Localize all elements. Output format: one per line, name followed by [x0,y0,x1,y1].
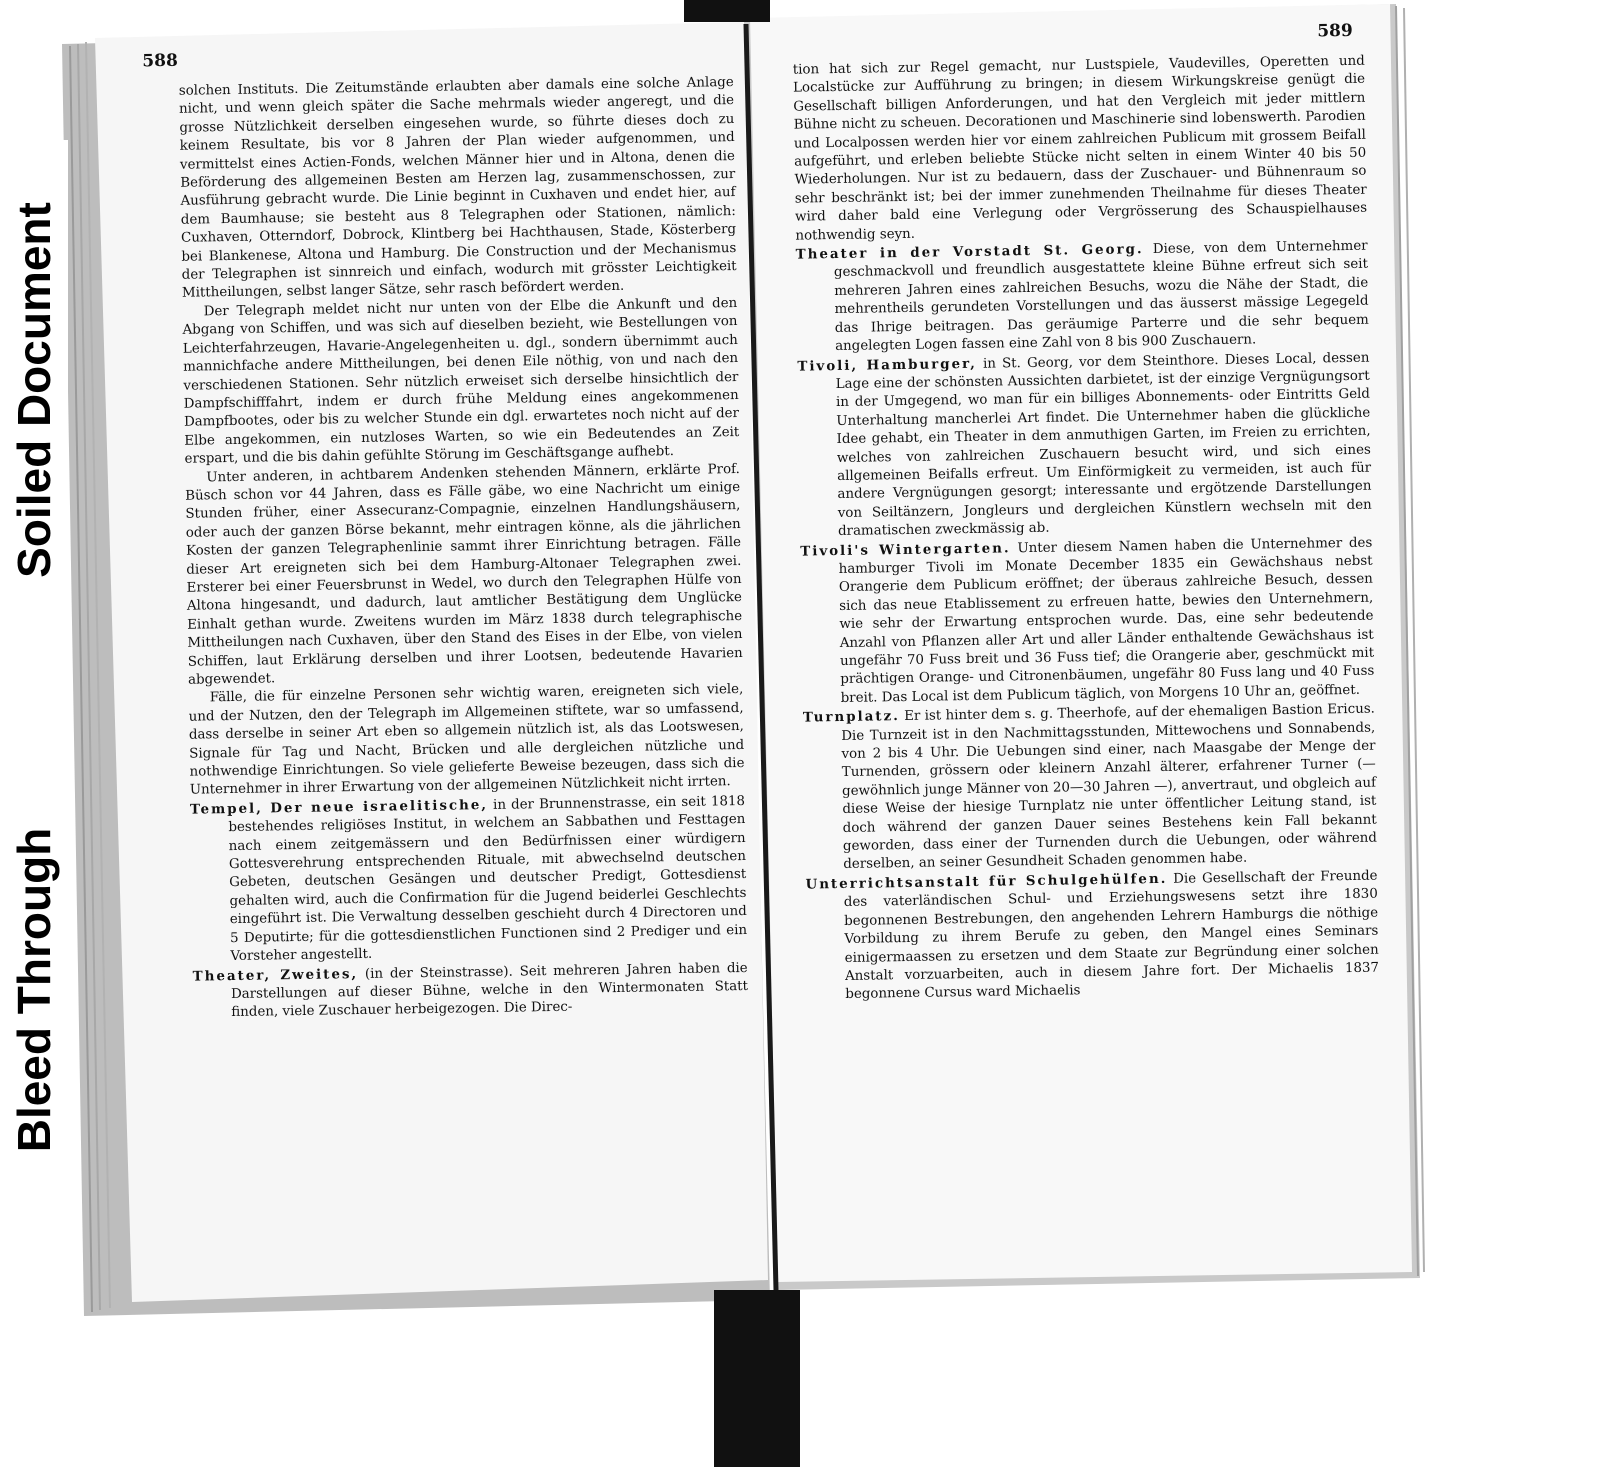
paragraph-text: Der Telegraph meldet nicht nur unten von der Elbe die Ankunft und den Abgang von Schiffen, und was sich auf dieselben bezieht, wie Bestellungen von Leichterfahrzeugen, Havarie-Angelegenheiten u. dgl., sondern übernimmt auch mannichfache andere Mittheilungen, bei denen Eile nöthig, von und nach den verschiedenen Stationen. Sehr nützlich erweiset sich derselbe hinsichtlich der Dampfschifffahrt, indem er durch frühe Meldung eines angekommenen Dampfbootes, oder bis zu welcher Stunde ein dgl. erwartetes noch nicht auf der Elbe angekommen, ein nutzloses Warten, so wie ein Bedeutendes an Zeit erspart, und die bis dahin gefühlte Störung im Geschäftsgange aufhebt. [182,295,740,467]
paragraph-text: Fälle, die für einzelne Personen sehr wichtig waren, ereigneten sich viele, und der Nutzen, den der Telegraph im Allgemeinen stiftete, war so umfassend, dass derselbe in seiner Art eben so allgemein nützlich ist, als das Lootswesen, Signale für Tag und Nacht, Brücken und alle dergleichen nützliche und nothwendige Einrichtungen. So viele gelieferte Beweise bezeugen, dass sich die Unternehmer in ihrer Erwartung von der allgemeinen Nützlichkeit nicht irrten. [188,682,745,799]
entry-paragraph [193,958,749,1023]
entry-heading: Theater in der Vorstadt St. Georg. [795,241,1144,263]
entry-paragraph [800,533,1375,709]
text-paragraph [185,461,743,691]
entry-heading: Tivoli, Hamburger, [797,355,977,375]
page-number-right: 589 [1317,20,1353,42]
soiled-document-label: Soiled Document [8,202,60,578]
paragraph-text: Diese, von dem Unternehmer geschmackvoll und freundlich ausgestattete kleine Bühne erfreut sich seit mehreren Jahren eines zahlreichen Besuchs, wozu die Nähe der Stadt, die mehrentheils gerundeten Vorstellungen und das äusserst mässige Legegeld das Ihrige beitragen. Das geräumige Parterre und die sehr bequem angelegten Logen fassen eine Zahl von 8 bis 900 Zuschauern. [833,238,1369,355]
entry-heading: Tempel, Der neue israelitische, [189,796,489,818]
entry-paragraph [190,792,748,967]
text-paragraph [179,74,737,304]
paragraph-text: Unter anderen, in achtbarem Andenken stehenden Männern, erklärte Prof. Büsch schon vor 44 Jahren, dass es Fälle gäbe, wo eine Nachricht um einige Stunden früher, einer Assecuranz-Compagnie, einzelnen Handlungshäusern, oder auch der ganzen Börse bekannt, mehr eintragen könne, als die jährlichen Kosten der ganzen Telegraphenlinie sammt ihrer Einrichtung betragen. Fälle dieser Art ereigneten sich bei dem Hamburg-Altonaer Telegraphen zwei. Ersterer bei einer Feuersbrunst in Wedel, wo durch den Telegraphen Hülfe von Altona hingesandt, und dadurch, laut amtlicher Bestätigung dem Unglücke Einhalt gethan wurde. Zweitens wurden im März 1838 durch telegraphische Mittheilungen nach Cuxhaven, über den Stand des Eises in der Elbe, von vielen Schiffen, laut Erklärung derselben und ihrer Lootsen, bedeutende Havarien abgewendet. [185,461,743,688]
paragraph-text: solchen Instituts. Die Zeitumstände erlaubten aber damals eine solche Anlage nicht, und wenn gleich später die Sache mehrmals wieder angeregt, und die grosse Nützlichkeit derselben eingesehen wurde, so führte dieses doch zu keinem Resultate, bis vor 8 Jahren der Plan wieder aufgenommen, und vermittelst eines Actien-Fonds, welchen Männer hier und in Altona, denen die Beförderung des allgemeinen Besten am Herzen lag, zusammenschossen, zur Ausführung gebracht wurde. Die Linie beginnt in Cuxhaven und endet hier, auf dem Baumhause; sie besteht aus 8 Telegraphen oder Stationen, nämlich: Cuxhaven, Otterndorf, Dobrock, Klintberg bei Hachthausen, Stade, Kösterberg bei Blankenese, Altona und Hamburg. Die Construction und der Mechanismus der Telegraphen ist sinnreich und einfach, wodurch mit grösster Leichtigkeit Mittheilungen, selbst langer Sätze, sehr rasch befördert werden. [178,75,737,302]
paragraph-text: in der Brunnenstrasse, ein seit 1818 bestehendes religiöses Institut, in welchem an Sabbathen und Festtagen nach einem zeitgemässern und den Bedürfnissen einer würdigern Gottesverehrung entsprechenden Rituale, mit abwechselnd deutschen Gebeten, deutschen Gesängen und deutscher Predigt, Gottesdienst gehalten wird, auch die Confirmation für die Jugend beiderlei Geschlechts eingeführt ist. Die Verwaltung desselben geschieht durch 4 Directoren und 5 Deputirte; für die gottesdienstlichen Functionen sind 2 Prediger und ein Vorsteher angestellt. [228,793,748,965]
entry-heading: Turnplatz. [802,708,900,726]
paragraph-text: (in der Steinstrasse). Seit mehreren Jahren haben die Darstellungen auf dieser Bühne, welche in den Wintermonaten Statt finden, viele Zuschauer herbeigezogen. Die Direc- [230,960,749,1021]
right-page [772,10,1411,1260]
text-paragraph [188,681,745,800]
entry-heading: Unterrichtsanstalt für Schulgehülfen. [805,870,1168,893]
text-paragraph [182,295,740,469]
entry-paragraph [803,700,1378,876]
binding-tape-bottom [714,1290,800,1467]
page-number-left: 588 [142,50,178,72]
paragraph-text: Die Gesellschaft der Freunde des vaterländischen Schul- und Erziehungswesens setzt ihre 1830 begonnenen Bestrebungen, den angehenden Lehrern Hamburgs die nöthige Vorbildung zu ihrem Berufe zu geben, den Mangel eines Seminars einigermaassen zu ersetzen und dem Staate zur Begründung einer solchen Anstalt vorzuarbeiten, auch in diesem Jahre fort. Der Michaelis 1837 begonnene Cursus ward Michaelis [843,868,1380,1003]
entry-paragraph [797,348,1372,542]
entry-heading: Theater, Zweites, [192,965,359,985]
paragraph-text: Er ist hinter dem s. g. Theerhofe, auf der ehemaligen Bastion Ericus. Die Turnzeit ist in den Nachmittagsstunden, Mittewochens und Sonnabends, von 2 bis 4 Uhr. Die Uebungen sind einer, nach Maasgabe der Menge der Turnenden, grössern oder kleinern Anzahl älterer, erfahrener Turner (— gewöhnlich junge Männer von 20—30 Jahren —), anvertraut, und obgleich auf diese Weise der hiesige Turnplatz nie unter öffentlicher Leitung stand, ist doch während der ganzen Dauer seines Bestehens kein Fall bekannt geworden, dass einer der Turnenden durch die Uebungen, oder während derselben, an seiner Gesundheit Schaden genommen habe. [841,701,1378,873]
entry-paragraph [805,866,1379,1005]
binding-tape-top [684,0,770,22]
bleed-through-stamp [0,770,68,1210]
entry-heading: Tivoli's Wintergarten. [800,539,1011,560]
bleed-through-label: Bleed Through [8,827,60,1153]
right-page-text [793,53,1380,1006]
left-page-text [179,74,749,1023]
text-paragraph [793,53,1368,246]
paragraph-text: in St. Georg, vor dem Steinthore. Dieses Local, dessen Lage eine der schönsten Aussichten darbietet, ist der einzige Vergnügungsort in der Umgegend, wo man für ein billiges Abonnements- oder Eintritts Geld Unterhaltung mancherlei Art findet. Die Unternehmer haben die glückliche Idee gehabt, ein Theater in dem anmuthigen Garten, im Freien zu errichten, welches von zahlreichen Zuschauern besucht wird, und sich eines allgemeinen Beifalls erfreut. Um Einförmigkeit zu vermeiden, ist auch für andere Vergnügungen gesorgt; interessante und ergötzende Darstellungen von Seiltänzern, Jongleurs und dergleichen Künstlern wechseln mit den dramatischen zweckmässig ab. [835,350,1372,540]
paragraph-text: tion hat sich zur Regel gemacht, nur Lustspiele, Vaudevilles, Operetten und Localstücke zur Aufführung zu bringen; in diesem Wirkungskreise genügt die Gesellschaft billigen Anforderungen, und hat den Vergleich mit jeder mittlern Bühne nicht zu scheuen. Decorationen und Maschinerie sind lobenswerth. Parodien und Localpossen werden hier vor einem zahlreichen Publicum mit grossem Beifall aufgeführt, und erleben beliebte Stücke nicht selten in einem Winter 40 bis 50 Wiederholungen. Nur ist zu bedauern, dass der Zuschauer- und Bühnenraum so sehr beschränkt ist; bei der immer zunehmenden Theilnahme für dieses Theater wird daher bald eine Verlegung oder Vergrösserung des Schauspielhauses nothwendig seyn. [792,53,1368,244]
left-page [100,30,780,1290]
soiled-document-stamp [0,140,68,640]
entry-paragraph [796,237,1370,357]
paragraph-text: Unter diesem Namen haben die Unternehmer des hamburger Tivoli im Monate December 1835 ein Gewächshaus nebst Orangerie dem Publicum eröffnet; der überaus zahlreiche Besuch, dessen sich das neue Etablissement zu erfreuen hatte, bewies den Unternehmern, wie sehr der Erwartung entsprochen wurde. Das, eine sehr bedeutende Anzahl von Pflanzen aller Art und aller Länder enthaltende Gewächshaus ist ungefähr 70 Fuss breit und 36 Fuss tief; die Orangerie aber, geschmückt mit prächtigen Orange- und Citronenbäumen, ungefähr 80 Fuss lang und 40 Fuss breit. Das Local ist dem Publicum täglich, von Morgens 10 Uhr an, geöffnet. [838,535,1375,706]
